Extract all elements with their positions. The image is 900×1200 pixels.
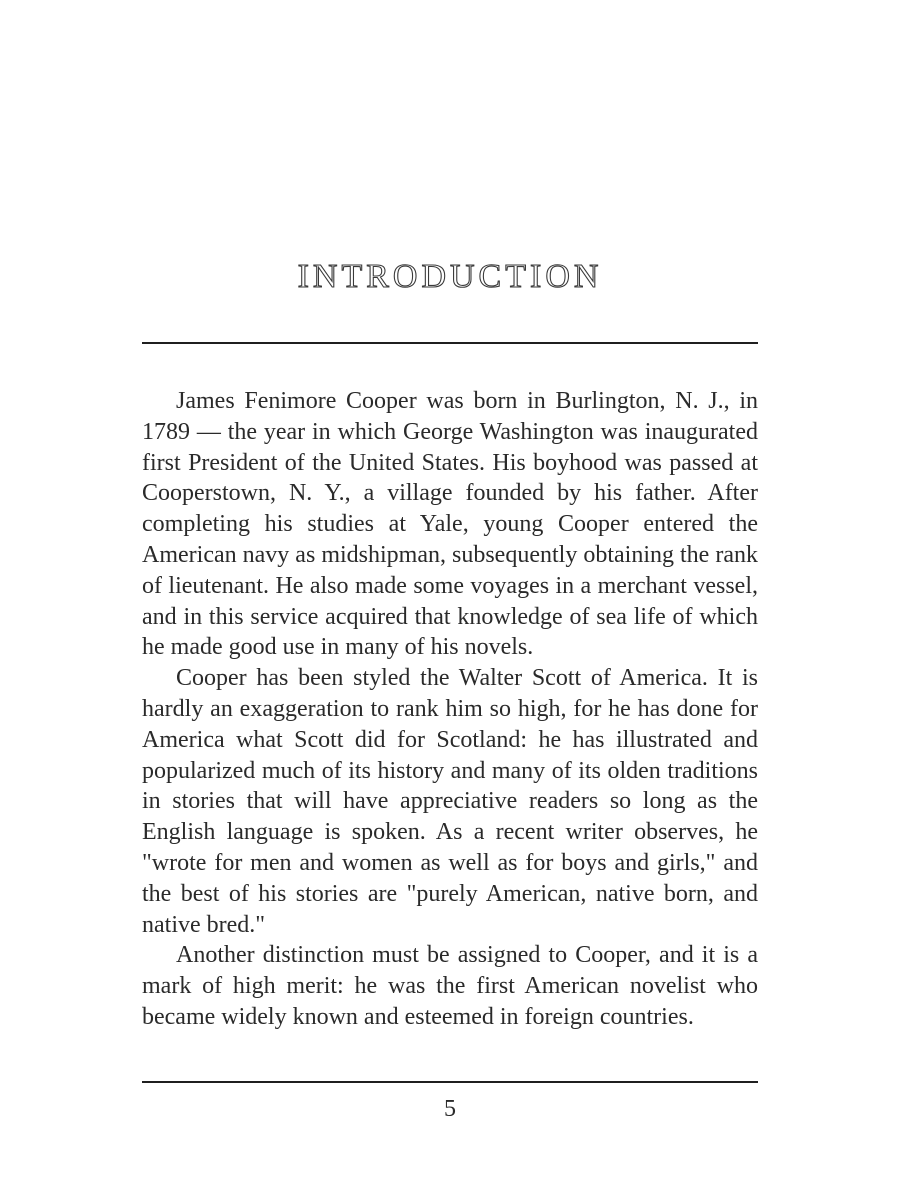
page-number: 5 — [444, 1096, 456, 1122]
paragraph: James Fenimore Cooper was born in Burlington, N. J., in 1789 — the year in which George Washington was inaugurated first President of the United States. His boyhood was passed at Cooperstown, N. Y., a village founded by his father. After completing his studies at Yale, young Cooper entered the American navy as midshipman, subsequently obtaining the rank of lieutenant. He also made some voyages in a merchant vessel, and in this service acquired that knowledge of sea life of which he made good use in many of his novels. — [142, 388, 758, 661]
paragraph: Another distinction must be assigned to Cooper, and it is a mark of high merit: he was the first American novelist who became widely known and esteemed in foreign countries. — [142, 942, 758, 1030]
chapter-title: INTRODUCTION — [297, 258, 603, 295]
paragraph: Cooper has been styled the Walter Scott of America. It is hardly an exaggeration to rank him so high, for he has done for America what Scott did for Scotland: he has illustrated and popularized much of its history and many of its olden traditions in stories that will have appreciative readers so long as the English language is spoken. As a recent writer observes, he "wrote for men and women as well as for boys and girls," and the best of his stories are "purely American, native born, and native bred." — [142, 665, 758, 938]
body-text — [142, 386, 758, 1033]
header-rule — [142, 342, 758, 344]
footer-rule — [142, 1081, 758, 1083]
